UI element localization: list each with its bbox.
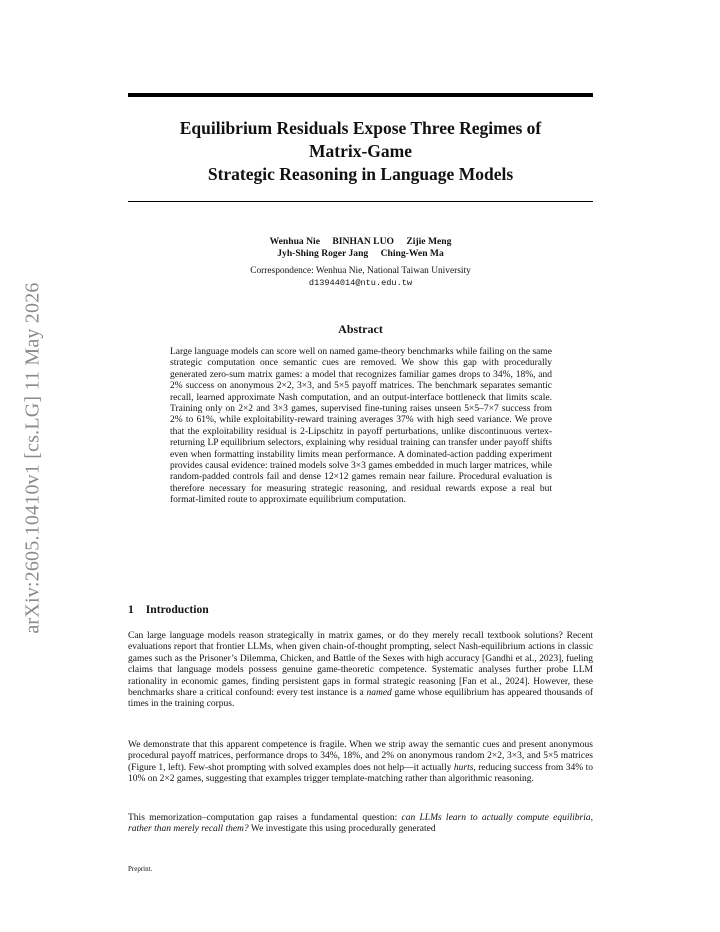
- correspondence-line: Correspondence: Wenhua Nie, National Taiwan University: [250, 266, 471, 276]
- intro-paragraph-1: [128, 631, 593, 711]
- author-row-2: [128, 248, 593, 260]
- abstract-heading: Abstract: [338, 322, 383, 336]
- paragraph-text: Can large language models reason strategically in matrix games, or do they merely recall textbook solutions? Recent evaluations report that frontier LLMs, when given chain-of-thought prompting, select Nash-equilibrium actions in classic games such as the Prisoner’s Dilemma, Chicken, and Battle of the Sexes with high accuracy [Gandhi et al., 2023], fueling claims that language models possess genuine game-theoretic competence. Systematic analyses further probe LLM rationality in economic games, finding persistent gaps in formal strategic reasoning [Fan et al., 2024]. However, these benchmarks share a critical confound: every test instance is a: [128, 631, 593, 699]
- emphasis: hurts: [453, 762, 474, 773]
- paragraph-text: , reducing success from 34% to 10% on 2×2 games, suggesting that examples trigger template-matching rather than algorithmic reasoning.: [128, 762, 594, 785]
- paragraph-text: We demonstrate that this apparent competence is fragile. When we strip away the semantic cues and present anonymous procedural payoff matrices, performance drops to 34%, 18%, and 2% on anonymous random 2×2, 3×3, and 5×5 matrices (Figure 1, left). Few-shot prompting with solved examples does not help—it actually: [128, 740, 593, 773]
- title-line-2: Matrix-Game: [308, 141, 412, 161]
- author-name: Zijie Meng: [406, 236, 452, 247]
- author-name: Ching-Wen Ma: [380, 247, 444, 259]
- emphasis: can LLMs learn to actually compute equilibria, rather than merely recall them?: [128, 813, 593, 835]
- section-number: 1: [128, 603, 134, 616]
- paragraph-text: We investigate this using procedurally generated: [250, 824, 436, 835]
- section-title: Introduction: [145, 603, 209, 616]
- title-top-rule: [128, 93, 593, 97]
- author-name: BINHAN LUO: [332, 236, 394, 247]
- correspondence-email: d13944014@ntu.edu.tw: [308, 278, 413, 288]
- intro-paragraph-2: [128, 740, 593, 786]
- title-line-3: Strategic Reasoning in Language Models: [207, 164, 514, 184]
- section-heading-introduction: [128, 603, 209, 616]
- author-name: Jyh-Shing Roger Jang: [277, 247, 369, 259]
- paragraph-text: This memorization–computation gap raises a fundamental question:: [128, 813, 398, 823]
- title-line-1: Equilibrium Residuals Expose Three Regimes of: [179, 118, 542, 138]
- paragraph-text: game whose equilibrium has appeared thousands of times in the training corpus.: [128, 688, 594, 710]
- intro-paragraph-3: [128, 813, 593, 836]
- author-block: [128, 236, 593, 259]
- footer-preprint: Preprint.: [128, 865, 153, 873]
- paper-title: [128, 117, 593, 186]
- abstract-text: Large language models can score well on named game-theory benchmarks while failing on the same strategic computation once semantic cues are removed. We show this gap with procedurally generated zero-sum matrix games: a model that recognizes familiar games drops to 34%, 18%, and 2% success on anonymous 2×2, 3×3, and 5×5 payoff matrices. The benchmark separates semantic recall, learned approximate Nash computation, and an output-interface bottleneck that limits scale. Training only on 2×2 and 3×3 games, supervised fine-tuning raises unseen 5×5–7×7 success from 2% to 61%, while exploitability-reward training averages 37% with high seed variance. We prove that the exploitability residual is 2-Lipschitz in payoff perturbations, unlike discontinuous vertex-returning LP equilibrium selectors, explaining why residual training can transfer under payoff shifts even when formatting instability limits mean performance. A dominated-action padding experiment provides causal evidence: trained models solve 3×3 games embedded in much larger matrices, while random-padded controls fail and dense 12×12 games remain near failure. Procedural evaluation is therefore necessary for measuring strategic reasoning, and residual rewards expose a real but format-limited route to approximate equilibrium computation.: [170, 347, 552, 506]
- author-row-1: [128, 236, 593, 248]
- arxiv-stamp: arXiv:2605.10410v1 [cs.LG] 11 May 2026: [21, 282, 44, 634]
- title-bottom-rule: [128, 201, 593, 202]
- emphasis: named: [366, 688, 392, 699]
- author-name: Wenhua Nie: [269, 236, 320, 247]
